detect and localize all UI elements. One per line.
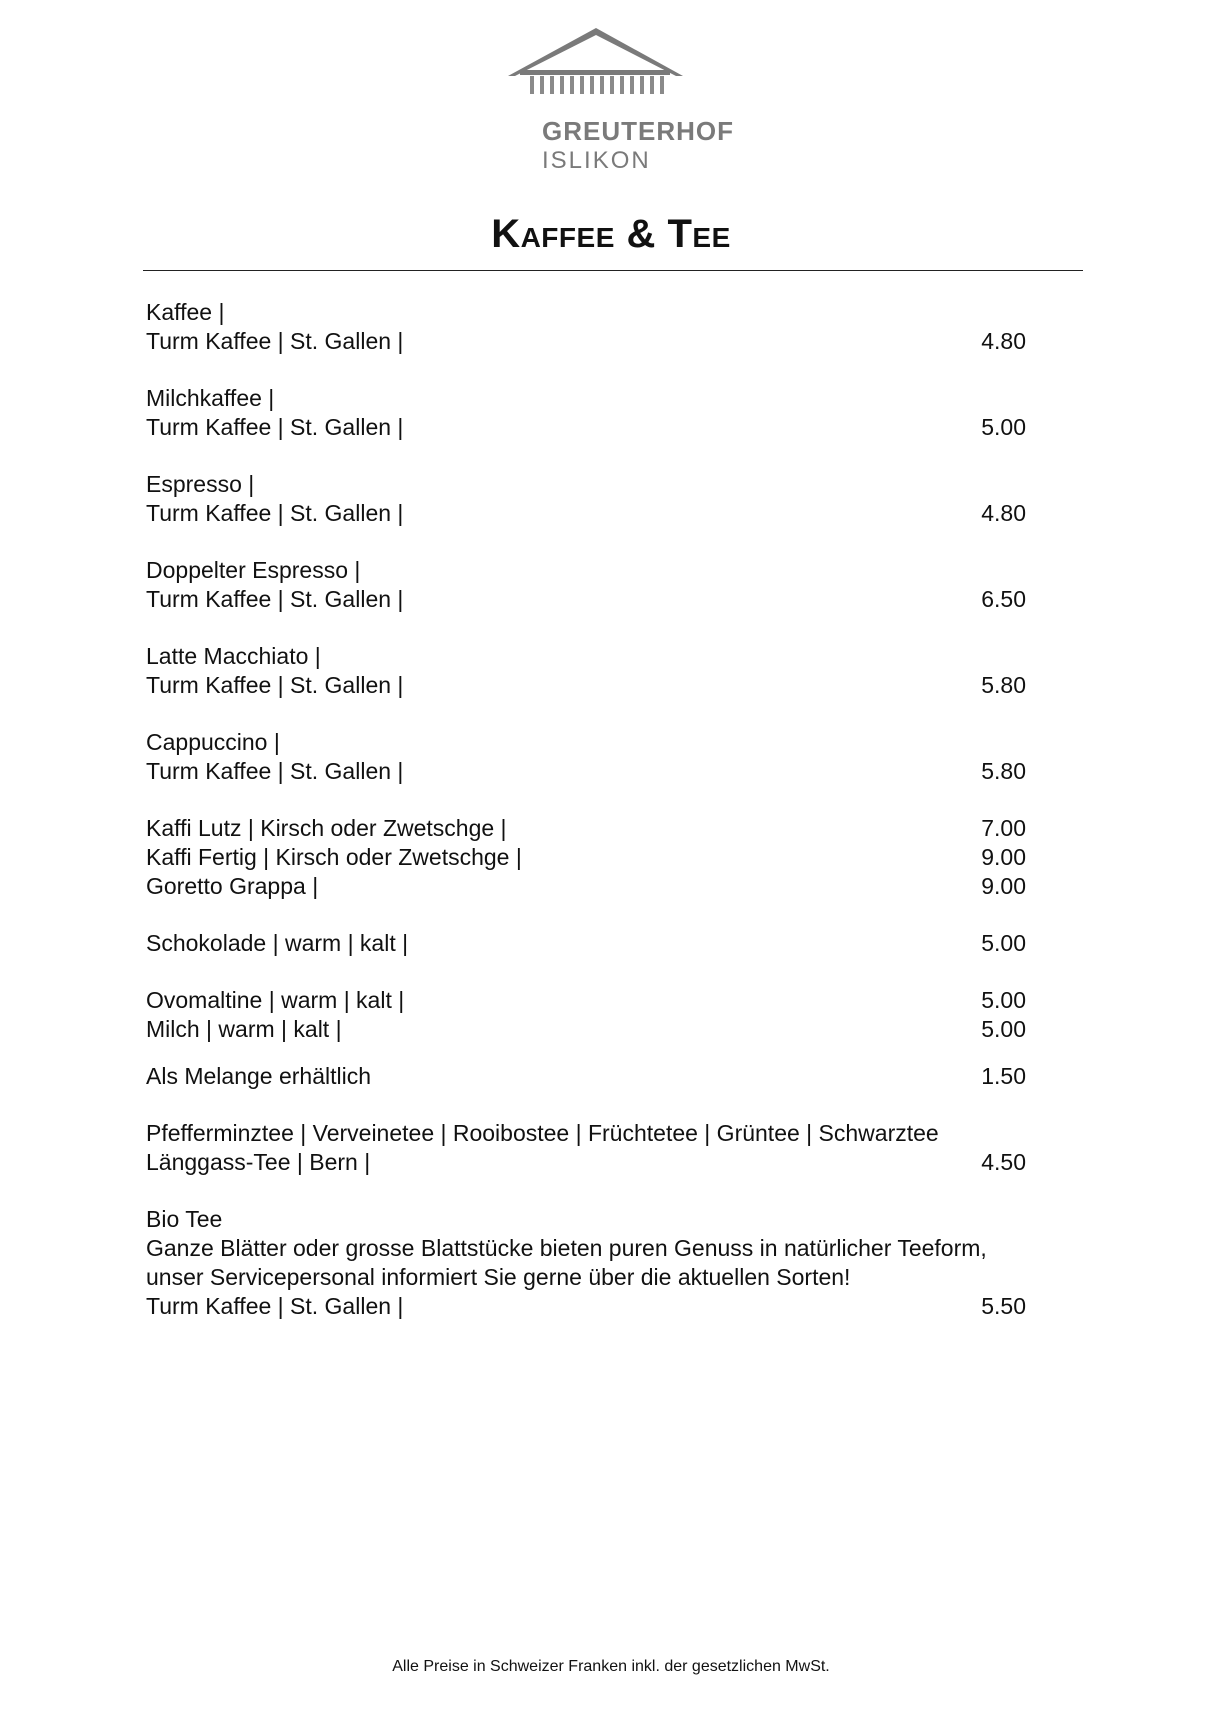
item-price: 4.80 — [981, 500, 1026, 526]
menu-item-tee — [146, 1119, 1026, 1177]
building-icon — [508, 26, 688, 96]
item-name: Espresso | — [146, 471, 255, 497]
item-price: 5.00 — [981, 1016, 1026, 1042]
item-origin: Länggass-Tee | Bern | — [146, 1149, 371, 1175]
menu-item-espresso — [146, 470, 1026, 528]
item-origin: Turm Kaffee | St. Gallen | — [146, 414, 404, 440]
item-origin-row — [146, 327, 1026, 356]
menu-item-schokolade — [146, 929, 1026, 958]
title-divider — [143, 270, 1083, 271]
item-origin-row — [146, 499, 1026, 528]
item-name: Cappuccino | — [146, 729, 280, 755]
menu-item-milchkaffee — [146, 384, 1026, 442]
item-price: 5.80 — [981, 758, 1026, 784]
price-disclaimer: Alle Preise in Schweizer Franken inkl. der gesetzlichen MwSt. — [392, 1658, 830, 1675]
item-name: Goretto Grappa | — [146, 873, 319, 899]
item-origin-row — [146, 1148, 1026, 1177]
item-name: Ovomaltine | warm | kalt | — [146, 987, 405, 1013]
item-origin-row — [146, 585, 1026, 614]
item-description: Ganze Blätter oder grosse Blattstücke bieten puren Genuss in natürlicher Teeform, — [146, 1235, 987, 1261]
logo-name: GREUTERHOF — [542, 116, 734, 146]
item-price: 6.50 — [981, 586, 1026, 612]
menu-item-kaffee — [146, 298, 1026, 356]
logo — [500, 26, 734, 174]
item-origin: Turm Kaffee | St. Gallen | — [146, 586, 404, 612]
menu-group-milk-drinks — [146, 986, 1026, 1044]
item-price: 5.00 — [981, 930, 1026, 956]
menu-list — [146, 298, 1026, 1349]
item-name: Kaffee | — [146, 299, 225, 325]
item-origin-row — [146, 413, 1026, 442]
item-row — [146, 1062, 1026, 1091]
item-origin-row — [146, 671, 1026, 700]
item-origin-row — [146, 1292, 1026, 1321]
item-price: 5.80 — [981, 672, 1026, 698]
item-name: Schokolade | warm | kalt | — [146, 930, 409, 956]
page-title: Kaffee & Tee — [491, 212, 731, 256]
menu-item-goretto-grappa — [146, 872, 1026, 901]
item-origin: Turm Kaffee | St. Gallen | — [146, 758, 404, 784]
item-row — [146, 929, 1026, 958]
item-name: Kaffi Lutz | Kirsch oder Zwetschge | — [146, 815, 507, 841]
item-name: Bio Tee — [146, 1206, 223, 1232]
item-name: Als Melange erhältlich — [146, 1063, 372, 1089]
item-name: Milchkaffee | — [146, 385, 275, 411]
item-price: 5.00 — [981, 414, 1026, 440]
item-origin: Turm Kaffee | St. Gallen | — [146, 328, 404, 354]
item-price: 9.00 — [981, 844, 1026, 870]
item-price: 5.00 — [981, 987, 1026, 1013]
item-name: Milch | warm | kalt | — [146, 1016, 342, 1042]
item-name: Latte Macchiato | — [146, 643, 321, 669]
item-origin: Turm Kaffee | St. Gallen | — [146, 500, 404, 526]
item-varieties: Pfefferminztee | Verveinetee | Rooibostee | Früchtetee | Grüntee | Schwarztee — [146, 1120, 939, 1146]
item-origin: Turm Kaffee | St. Gallen | — [146, 672, 404, 698]
item-origin-row — [146, 757, 1026, 786]
item-price: 1.50 — [981, 1063, 1026, 1089]
menu-item-ovomaltine — [146, 986, 1026, 1015]
item-name: Kaffi Fertig | Kirsch oder Zwetschge | — [146, 844, 522, 870]
menu-item-latte-macchiato — [146, 642, 1026, 700]
menu-item-doppelter-espresso — [146, 556, 1026, 614]
menu-item-cappuccino — [146, 728, 1026, 786]
menu-item-kaffi-lutz — [146, 814, 1026, 843]
menu-group-spirits — [146, 814, 1026, 901]
item-price: 4.50 — [981, 1149, 1026, 1175]
menu-item-kaffi-fertig — [146, 843, 1026, 872]
menu-item-melange — [146, 1062, 1026, 1091]
item-description-2: unser Servicepersonal informiert Sie gerne über die aktuellen Sorten! — [146, 1264, 851, 1290]
item-origin: Turm Kaffee | St. Gallen | — [146, 1293, 404, 1319]
logo-subtitle: ISLIKON — [542, 147, 651, 174]
item-price: 5.50 — [981, 1293, 1026, 1319]
item-price: 9.00 — [981, 873, 1026, 899]
item-price: 4.80 — [981, 328, 1026, 354]
item-name: Doppelter Espresso | — [146, 557, 361, 583]
menu-item-milch — [146, 1015, 1026, 1044]
menu-item-bio-tee — [146, 1205, 1026, 1321]
item-price: 7.00 — [981, 815, 1026, 841]
